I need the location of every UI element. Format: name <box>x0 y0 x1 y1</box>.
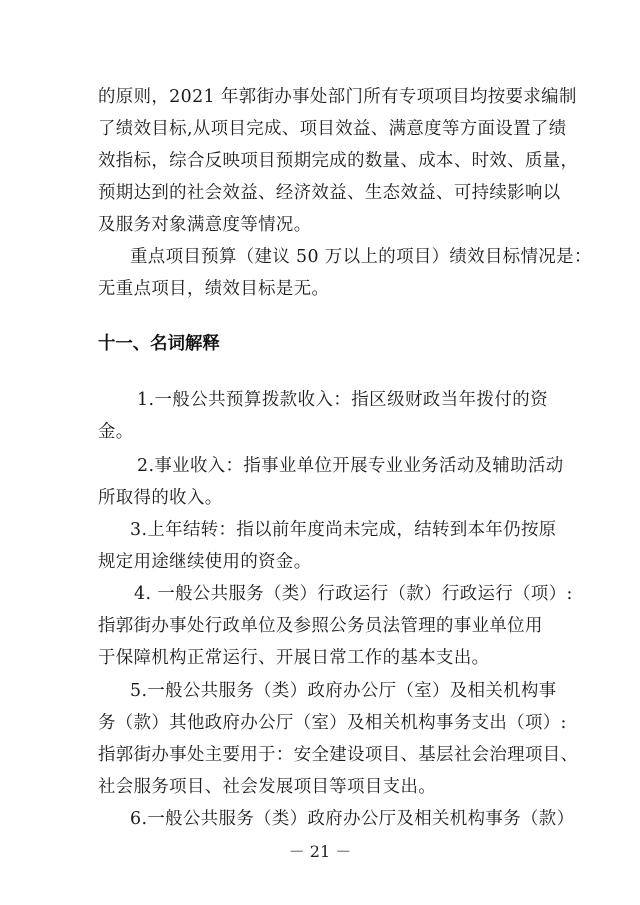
page-number: － 21 － <box>288 842 352 861</box>
term-line: 务（款）其他政府办公厅（室）及相关机构事务支出（项）: <box>98 713 567 733</box>
text-line: 及服务对象满意度等情况。 <box>98 215 312 235</box>
term-line: 3.上年结转：指以前年度尚未完成，结转到本年仍按原 <box>130 520 557 540</box>
term-line: 金。 <box>98 422 134 442</box>
text-line: 无重点项目，绩效目标是无。 <box>98 279 330 299</box>
term-line: 指郭街办事处行政单位及参照公务员法管理的事业单位用 <box>98 616 543 636</box>
text-line: 了绩效目标,从项目完成、项目效益、满意度等方面设置了绩 <box>98 119 567 139</box>
term-line: 所取得的收入。 <box>98 488 223 508</box>
text-line: 效指标，综合反映项目预期完成的数量、成本、时效、质量， <box>98 151 579 171</box>
term-line: 5.一般公共服务（类）政府办公厅（室）及相关机构事 <box>130 681 557 701</box>
text-line: 的原则，2021 年郭街办事处部门所有专项项目均按要求编制 <box>98 87 577 107</box>
text-line: 重点项目预算（建议 50 万以上的项目）绩效目标情况是： <box>130 247 592 267</box>
term-line: 于保障机构正常运行、开展日常工作的基本支出。 <box>98 648 490 668</box>
term-line: 4. 一般公共服务（类）行政运行（款）行政运行（项）: <box>134 584 573 604</box>
term-line: 6.一般公共服务（类）政府办公厅及相关机构事务（款） <box>130 809 575 829</box>
section-heading: 十一、名词解释 <box>98 334 220 354</box>
term-line: 社会服务项目、社会发展项目等项目支出。 <box>98 777 437 797</box>
term-line: 2.事业收入：指事业单位开展专业业务活动及辅助活动 <box>137 456 564 476</box>
term-line: 1.一般公共预算拨款收入：指区级财政当年拨付的资 <box>137 390 548 410</box>
text-line: 预期达到的社会效益、经济效益、生态效益、可持续影响以 <box>98 183 561 203</box>
term-line: 规定用途继续使用的资金。 <box>98 552 312 572</box>
term-line: 指郭街办事处主要用于：安全建设项目、基层社会治理项目、 <box>98 745 579 765</box>
